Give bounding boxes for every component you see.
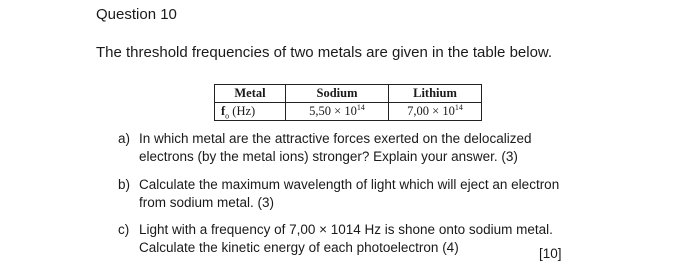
sodium-mantissa: 5,50 × 10 (309, 104, 357, 118)
threshold-frequency-table (214, 84, 482, 121)
row-label (215, 103, 286, 121)
lithium-frequency (389, 103, 482, 121)
total-marks: [10] (539, 246, 562, 261)
question-a-line-1: In which metal are the attractive forces exerted on the delocalized (139, 131, 532, 146)
question-title: Question 10 (96, 6, 177, 23)
question-b-label: b) (118, 177, 131, 192)
question-c-label: c) (118, 222, 130, 237)
table-row (215, 103, 482, 121)
sodium-frequency (286, 103, 389, 121)
question-a-line-2: electrons (by the metal ions) stronger? Explain your answer. (3) (139, 148, 518, 164)
frequency-symbol: f (221, 104, 226, 118)
table-header-row (215, 85, 482, 103)
sodium-exponent: 14 (356, 102, 365, 112)
lithium-mantissa: 7,00 × 10 (407, 104, 455, 118)
question-c-line-2: Calculate the kinetic energy of each photoelectron (4) (139, 239, 459, 255)
question-b (118, 176, 559, 211)
header-sodium: Sodium (286, 85, 389, 103)
frequency-subscript: o (225, 111, 230, 121)
question-c (118, 221, 553, 256)
header-lithium: Lithium (389, 85, 482, 103)
question-a-label: a) (118, 131, 131, 146)
frequency-unit: (Hz) (229, 104, 256, 118)
question-c-line-1: Light with a frequency of 7,00 × 1014 Hz is shone onto sodium metal. (139, 222, 553, 237)
question-b-line-1: Calculate the maximum wavelength of light which will eject an electron (139, 177, 560, 192)
header-metal: Metal (215, 85, 286, 103)
intro-text: The threshold frequencies of two metals are given in the table below. (96, 44, 553, 61)
question-b-line-2: from sodium metal. (3) (139, 194, 275, 210)
lithium-exponent: 14 (454, 102, 463, 112)
question-a (118, 130, 531, 165)
